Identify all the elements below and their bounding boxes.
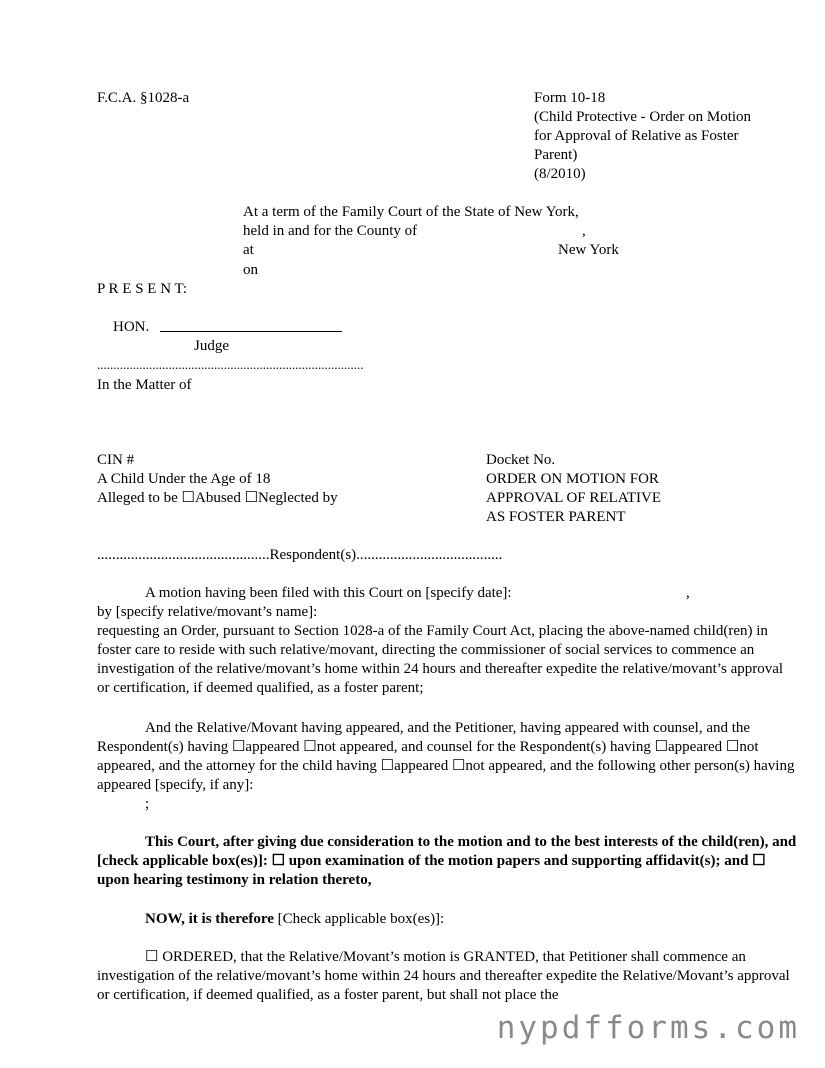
- motion-date-comma: ,: [686, 585, 690, 601]
- present-label: P R E S E N T:: [97, 281, 188, 297]
- form-title-line: Parent): [534, 147, 578, 163]
- matter-label: In the Matter of: [97, 377, 192, 393]
- order-title-line: AS FOSTER PARENT: [486, 509, 626, 525]
- therefore-rest: [Check applicable box(es)]:: [273, 911, 445, 927]
- appearances-text: And the Relative/Movant having appeared, and the Petitioner, having appeared with counsel, and the Respondent(s) having ☐appeared ☐not appeared, and counsel for the Respondent(s) having ☐appeared ☐not appeared, and the attorney for the child having ☐appeared ☐not appeared, and the following other person(s) having appeared [specify, if any]:: [97, 720, 795, 793]
- child-age-label: A Child Under the Age of 18: [97, 471, 271, 487]
- motion-paragraph: by [specify relative/movant’s name]: requesting an Order, pursuant to Section 1028-a of the Family Court Act, placing the above-named child(ren) in foster care to reside with such relative/movant, directing the commissioner of social services to commence an investigation of the relative/movant’s home within 24 hours and thereafter expedite the relative/movant’s approval or certification, if deemed qualified, as a foster parent;: [97, 604, 784, 696]
- docket-label: Docket No.: [486, 452, 556, 468]
- form-revision-date: (8/2010): [534, 166, 586, 182]
- form-title-line: (Child Protective - Order on Motion: [534, 109, 752, 125]
- ordered-paragraph: [97, 948, 797, 1005]
- court-term-line: At a term of the Family Court of the State of New York,: [243, 204, 579, 220]
- hon-label: HON.: [113, 319, 150, 335]
- alleged-checkboxes: Alleged to be ☐Abused ☐Neglected by: [97, 490, 338, 506]
- county-line: held in and for the County of: [243, 223, 418, 239]
- motion-filed-line: A motion having been filed with this Court on [specify date]:: [145, 585, 512, 601]
- watermark: nypdfforms.com: [496, 1010, 800, 1046]
- order-title-line: APPROVAL OF RELATIVE: [486, 490, 662, 506]
- therefore-line: [145, 910, 444, 929]
- judge-label: Judge: [194, 338, 229, 354]
- appearances-semicolon: ;: [145, 796, 150, 812]
- new-york-label: New York: [558, 242, 619, 258]
- county-comma: ,: [582, 223, 586, 239]
- order-title-line: ORDER ON MOTION FOR: [486, 471, 659, 487]
- statute-reference: F.C.A. §1028-a: [97, 90, 190, 106]
- court-consideration-text: This Court, after giving due consideration to the motion and to the best interests of the child(ren), and [check applicable box(es)]: ☐ upon examination of the motion papers and supporting affidavit(s); and ☐ upon hearing testimony in relation thereto,: [97, 834, 797, 888]
- on-line: on: [243, 262, 258, 278]
- appearances-paragraph: [97, 719, 797, 795]
- judge-signature-line: [160, 331, 342, 332]
- dotted-rule: ..................................................................................: [97, 357, 364, 372]
- therefore-bold: NOW, it is therefore: [145, 911, 274, 927]
- court-consideration-paragraph: [97, 833, 797, 890]
- form-number: Form 10-18: [534, 90, 606, 106]
- cin-label: CIN #: [97, 452, 135, 468]
- at-line: at: [243, 242, 254, 258]
- respondent-line: ..............................................Respondent(s).......................................: [97, 547, 503, 563]
- form-title-line: for Approval of Relative as Foster: [534, 128, 739, 144]
- ordered-text: ☐ ORDERED, that the Relative/Movant’s motion is GRANTED, that Petitioner shall commence an investigation of the relative/movant’s home within 24 hours and thereafter expedite the Relative/Movant’s approval or certification, if deemed qualified, as a foster parent, but shall not place the: [97, 949, 790, 1003]
